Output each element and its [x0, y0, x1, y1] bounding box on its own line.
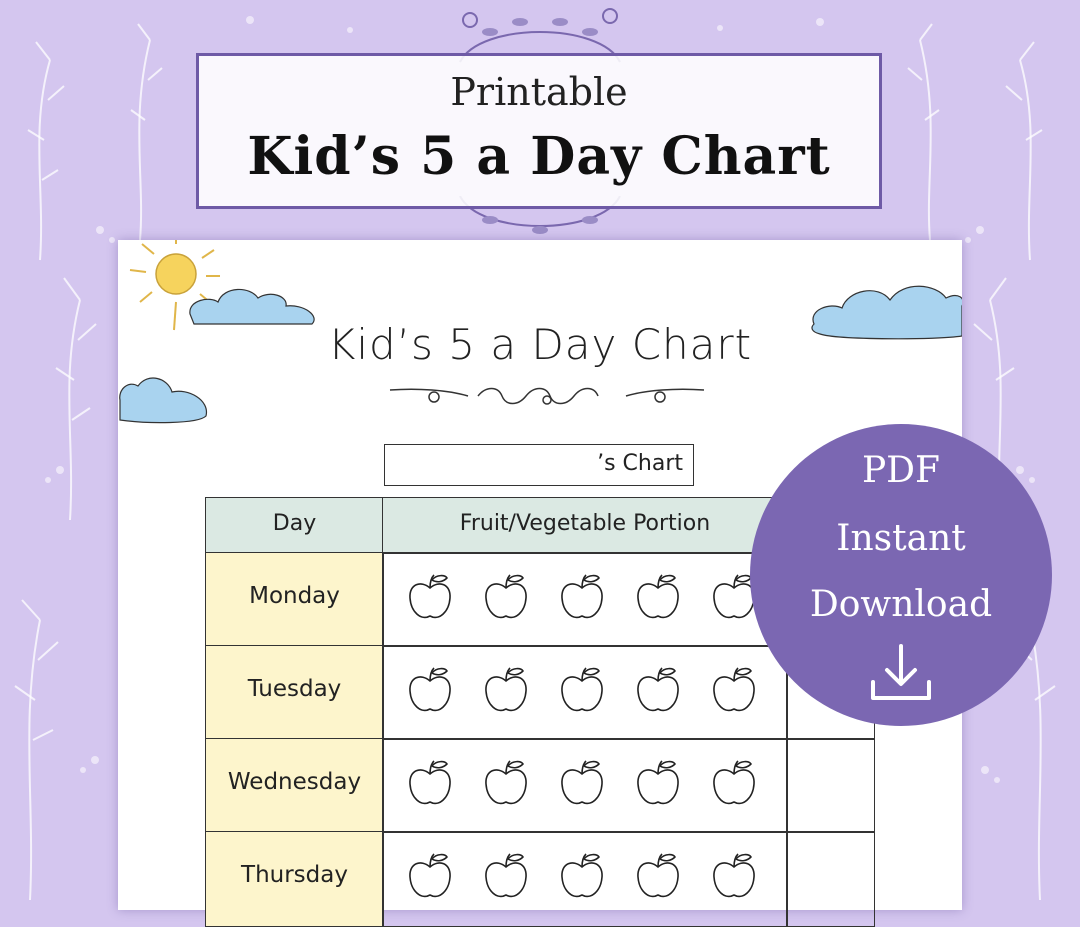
apple-icon[interactable]: [407, 758, 453, 808]
banner-title: Kid’s 5 a Day Chart: [247, 126, 831, 187]
apple-icon[interactable]: [483, 665, 529, 715]
table-row-day-cell: Thursday: [205, 831, 384, 927]
cloud-icon: [190, 289, 314, 324]
child-name-field[interactable]: [384, 444, 694, 486]
title-banner: [196, 53, 882, 209]
badge-line-pdf: PDF: [861, 450, 941, 491]
apple-icon[interactable]: [635, 758, 681, 808]
download-icon: [869, 642, 933, 704]
badge-line-instant: Instant: [836, 518, 966, 559]
badge-line-download: Download: [809, 584, 993, 625]
apple-icon[interactable]: [711, 758, 757, 808]
banner-subtitle: Printable: [450, 70, 628, 114]
scroll-divider: [390, 389, 704, 405]
apple-icon[interactable]: [483, 758, 529, 808]
apple-icon[interactable]: [635, 851, 681, 901]
apple-icon[interactable]: [711, 851, 757, 901]
sheet-title: Kid’s 5 a Day Chart: [327, 320, 753, 369]
table-row-extra-cell[interactable]: [786, 831, 875, 927]
apple-icon[interactable]: [407, 665, 453, 715]
table-row-day-cell: Wednesday: [205, 738, 384, 833]
apple-icon[interactable]: [407, 572, 453, 622]
column-header-portion: Fruit/Vegetable Portion: [382, 497, 788, 554]
apple-icon[interactable]: [559, 665, 605, 715]
table-row-day-cell: Tuesday: [205, 645, 384, 740]
apple-icon[interactable]: [635, 572, 681, 622]
apple-icon[interactable]: [559, 572, 605, 622]
apple-icon[interactable]: [635, 665, 681, 715]
table-row-extra-cell[interactable]: [786, 738, 875, 833]
apple-icon[interactable]: [483, 572, 529, 622]
name-suffix-label: ’s Chart: [597, 451, 683, 476]
cloud-icon: [120, 378, 207, 423]
table-row-day-cell: Monday: [205, 552, 384, 647]
instant-download-badge[interactable]: [750, 424, 1052, 726]
column-header-day: Day: [205, 497, 384, 554]
apple-icon[interactable]: [407, 851, 453, 901]
apple-icon[interactable]: [559, 758, 605, 808]
apple-icon[interactable]: [483, 851, 529, 901]
apple-icon[interactable]: [559, 851, 605, 901]
apple-icon[interactable]: [711, 665, 757, 715]
